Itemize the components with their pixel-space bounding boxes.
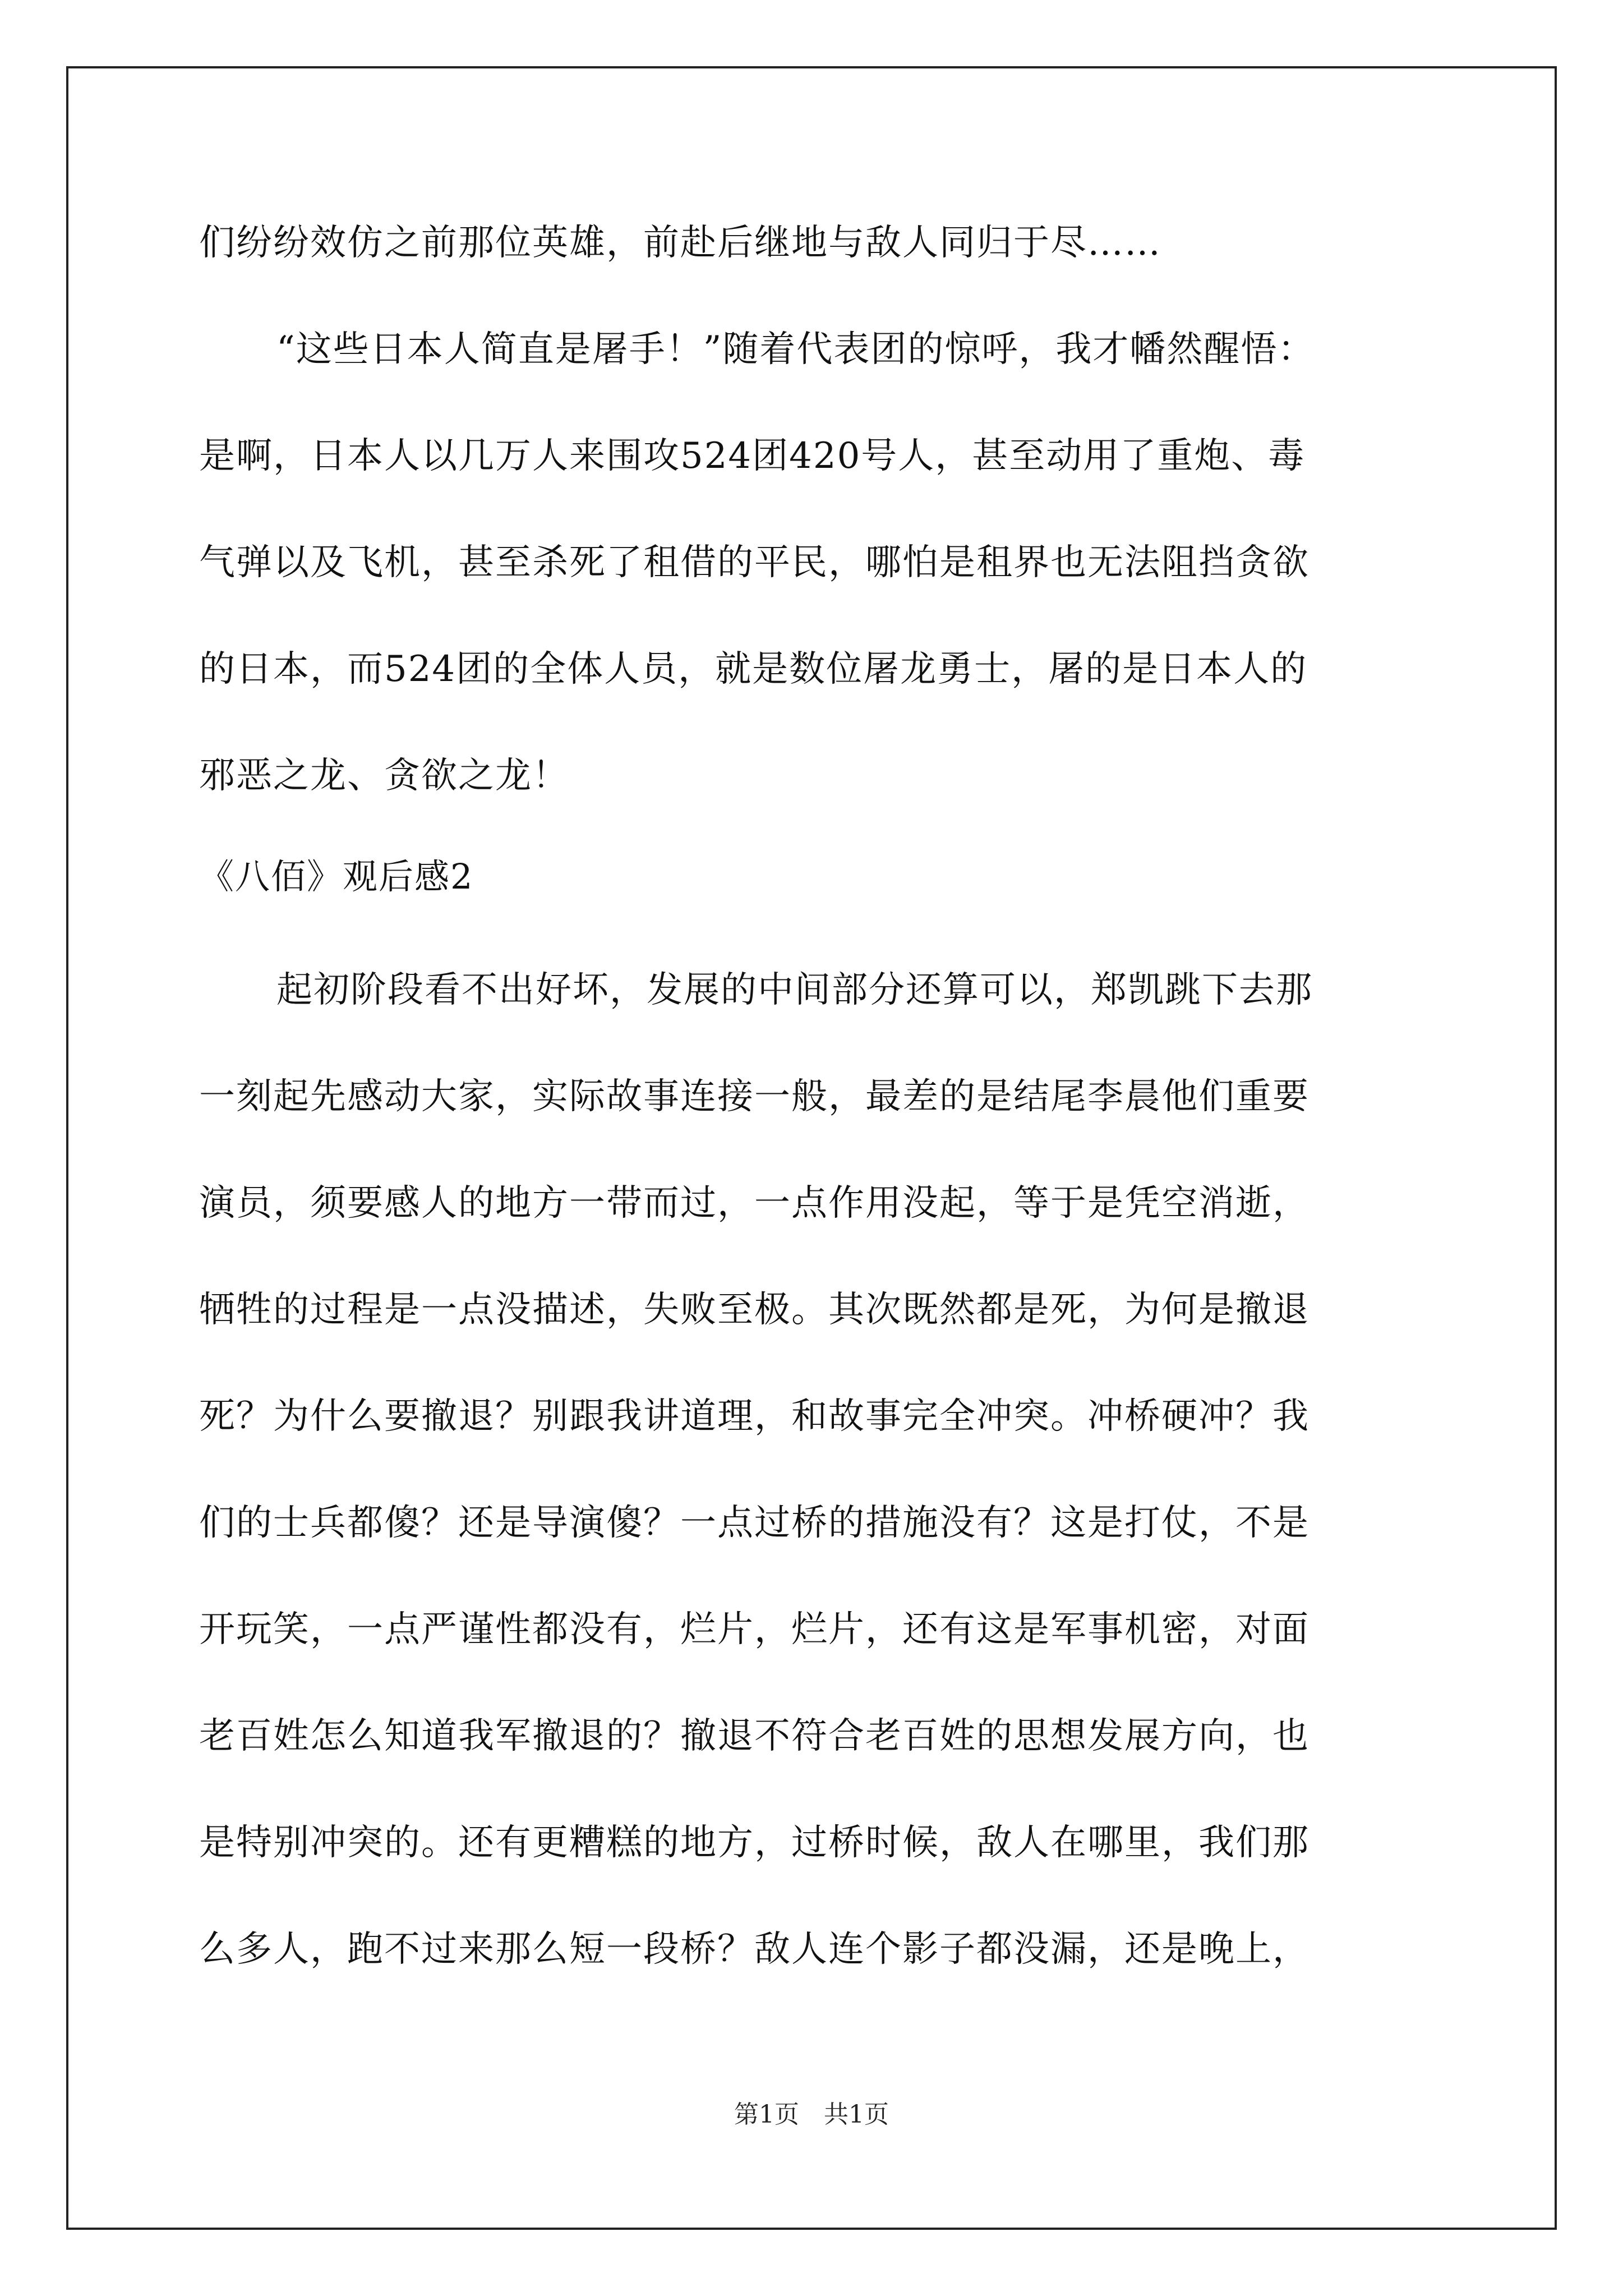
section-heading: 《八佰》观后感2	[199, 856, 474, 897]
text-line: 们的士兵都傻？还是导演傻？一点过桥的措施没有？这是打仗，不是	[199, 1502, 1310, 1544]
text-line: 老百姓怎么知道我军撤退的？撤退不符合老百姓的思想发展方向，也	[199, 1715, 1310, 1757]
text-line: 气弹以及飞机，甚至杀死了租借的平民，哪怕是租界也无法阻挡贪欲	[199, 542, 1310, 583]
text-line: 是啊，日本人以几万人来围攻524团420号人，甚至动用了重炮、毒	[199, 435, 1306, 477]
text-line: 一刻起先感动大家，实际故事连接一般，最差的是结尾李晨他们重要	[199, 1076, 1310, 1117]
text-line: 演员，须要感人的地方一带而过，一点作用没起，等于是凭空消逝，	[199, 1182, 1310, 1224]
page-number-footer: 第1页 共1页	[734, 2100, 889, 2129]
text-line: 牺牲的过程是一点没描述，失败至极。其次既然都是死，为何是撤退	[199, 1289, 1310, 1331]
text-line: “这些日本人简直是屠手！”随着代表团的惊呼，我才幡然醒悟：	[276, 329, 1315, 370]
text-line: 么多人，跑不过来那么短一段桥？敌人连个影子都没漏，还是晚上，	[199, 1929, 1310, 1970]
text-line: 是特别冲突的。还有更糟糕的地方，过桥时候，敌人在哪里，我们那	[199, 1822, 1310, 1864]
text-line: 起初阶段看不出好坏，发展的中间部分还算可以，郑凯跳下去那	[276, 969, 1313, 1011]
text-line: 开玩笑，一点严谨性都没有，烂片，烂片，还有这是军事机密，对面	[199, 1609, 1310, 1650]
text-line: 邪恶之龙、贪欲之龙！	[199, 755, 569, 797]
text-line: 们纷纷效仿之前那位英雄，前赴后继地与敌人同归于尽……	[199, 222, 1161, 264]
text-line: 死？为什么要撤退？别跟我讲道理，和故事完全冲突。冲桥硬冲？我	[199, 1396, 1310, 1437]
page-border	[66, 66, 1557, 2230]
text-line: 的日本，而524团的全体人员，就是数位屠龙勇士，屠的是日本人的	[199, 648, 1308, 690]
